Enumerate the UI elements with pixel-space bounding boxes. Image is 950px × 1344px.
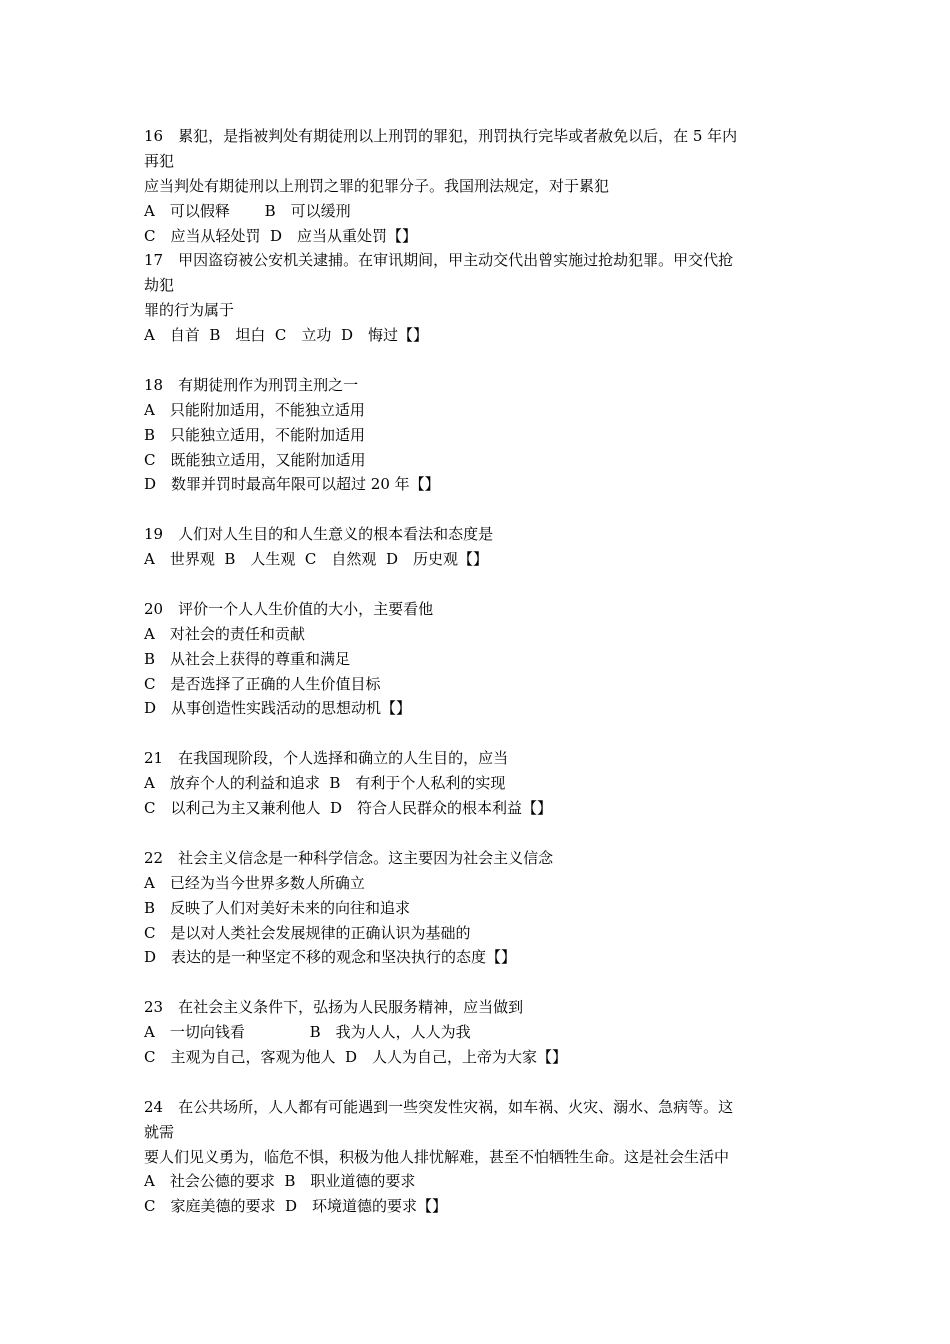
- question-16-options-ab: A 可以假释 B 可以缓刑: [144, 201, 351, 220]
- question-18-option-a: A 只能附加适用，不能独立适用: [144, 400, 365, 419]
- question-17-stem-line-3: 罪的行为属于: [144, 301, 235, 320]
- document-page: [144, 124, 812, 1219]
- blank-line: [144, 821, 812, 846]
- question-22-option-a: A 已经为当今世界多数人所确立: [144, 873, 365, 892]
- blank-line: [144, 1070, 812, 1095]
- question-16-stem-line-2: 再犯: [144, 151, 175, 170]
- question-17-options: A 自首 B 坦白 C 立功 D 悔过【】: [144, 326, 428, 345]
- question-16-stem-line-3: 应当判处有期徒刑以上刑罚之罪的犯罪分子。我国刑法规定，对于累犯: [144, 176, 610, 195]
- question-18-option-d: D 数罪并罚时最高年限可以超过 20 年【】: [144, 475, 440, 494]
- question-20-option-b: B 从社会上获得的尊重和满足: [144, 649, 351, 668]
- question-18-stem: 18 有期徒刑作为刑罚主刑之一: [144, 375, 359, 394]
- question-16-options-cd: C 应当从轻处罚 D 应当从重处罚【】: [144, 226, 418, 245]
- question-17-stem-line-2: 劫犯: [144, 276, 175, 295]
- question-23-stem: 23 在社会主义条件下，弘扬为人民服务精神，应当做到: [144, 998, 524, 1017]
- question-20-stem: 20 评价一个人人生价值的大小，主要看他: [144, 599, 434, 618]
- question-21-options-ab: A 放弃个人的利益和追求 B 有利于个人私利的实现: [144, 774, 506, 793]
- question-19-options: A 世界观 B 人生观 C 自然观 D 历史观【】: [144, 550, 488, 569]
- question-22-option-c: C 是以对人类社会发展规律的正确认识为基础的: [144, 923, 471, 942]
- question-24-options-ab: A 社会公德的要求 B 职业道德的要求: [144, 1172, 416, 1191]
- question-16-stem-line-1: 16 累犯，是指被判处有期徒刑以上刑罚的罪犯，刑罚执行完毕或者赦免以后，在 5 年内: [144, 127, 738, 145]
- question-20-option-a: A 对社会的责任和贡献: [144, 624, 305, 643]
- question-24-stem-line-3: 要人们见义勇为，临危不惧，积极为他人排忧解难，甚至不怕牺牲生命。这是社会生活中: [144, 1147, 730, 1166]
- question-21-stem: 21 在我国现阶段，个人选择和确立的人生目的，应当: [144, 749, 509, 768]
- question-22: [144, 846, 812, 970]
- question-17-stem-line-1: 17 甲因盗窃被公安机关逮捕。在审讯期间，甲主动交代出曾实施过抢劫犯罪。甲交代抢: [144, 251, 734, 270]
- question-20: [144, 597, 812, 721]
- blank-line: [144, 497, 812, 522]
- question-22-stem: 22 社会主义信念是一种科学信念。这主要因为社会主义信念: [144, 848, 554, 867]
- question-24-stem-line-1: 24 在公共场所，人人都有可能遇到一些突发性灾祸，如车祸、火灾、溺水、急病等。这: [144, 1097, 734, 1116]
- question-20-option-c: C 是否选择了正确的人生价值目标: [144, 674, 381, 693]
- question-21-options-cd: C 以利己为主又兼利他人 D 符合人民群众的根本利益【】: [144, 799, 553, 818]
- question-24: [144, 1095, 812, 1219]
- question-22-option-d: D 表达的是一种坚定不移的观念和坚决执行的态度【】: [144, 948, 517, 967]
- question-16: [144, 124, 812, 248]
- question-19-stem: 19 人们对人生目的和人生意义的根本看法和态度是: [144, 525, 494, 544]
- question-22-option-b: B 反映了人们对美好未来的向往和追求: [144, 898, 411, 917]
- blank-line: [144, 970, 812, 995]
- question-21: [144, 746, 812, 821]
- question-20-option-d: D 从事创造性实践活动的思想动机【】: [144, 699, 412, 718]
- question-17: [144, 248, 812, 348]
- question-18-option-b: B 只能独立适用，不能附加适用: [144, 425, 366, 444]
- question-24-options-cd: C 家庭美德的要求 D 环境道德的要求【】: [144, 1197, 448, 1216]
- question-19: [144, 522, 812, 572]
- question-18: [144, 373, 812, 497]
- blank-line: [144, 348, 812, 373]
- blank-line: [144, 721, 812, 746]
- blank-line: [144, 572, 812, 597]
- question-18-option-c: C 既能独立适用，又能附加适用: [144, 450, 366, 469]
- question-23-options-cd: C 主观为自己，客观为他人 D 人人为自己，上帝为大家【】: [144, 1047, 568, 1066]
- question-23: [144, 995, 812, 1070]
- question-24-stem-line-2: 就需: [144, 1122, 175, 1141]
- question-23-options-ab: A 一切向钱看 B 我为人人，人人为我: [144, 1023, 471, 1042]
